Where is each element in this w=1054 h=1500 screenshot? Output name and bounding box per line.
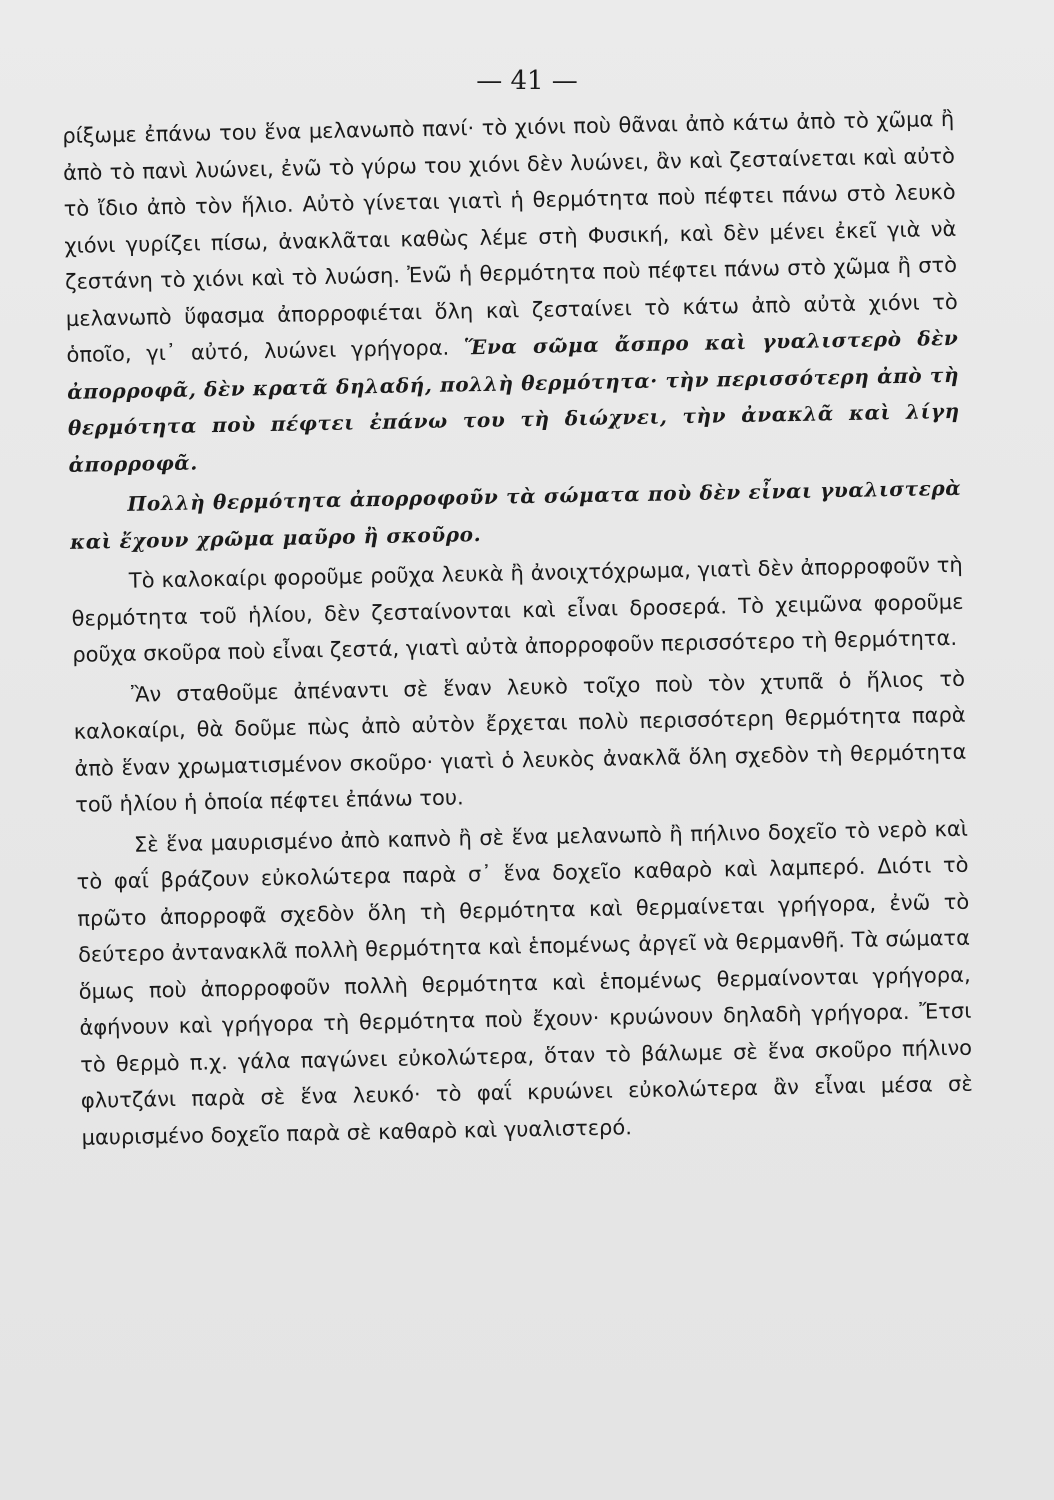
body-text [62,101,974,1156]
paragraph-clothing: Τὸ καλοκαίρι φοροῦμε ροῦχα λευκὰ ἢ ἀνοιχτόχρωμα, γιατὶ δὲν ἀπορροφοῦν τὴ θερμότητα τοῦ ἡλίου, δὲν ζεσταίνονται καὶ εἶναι δροσερά. Τὸ χειμῶνα φοροῦμε ροῦχα σκοῦρα ποὺ εἶναι ζεστά, γιατὶ αὐτὰ ἀπορροφοῦν περισσότερο τὴ θερμότητα. [71,552,964,667]
emphasized-rule-white-bodies: Ἕνα σῶμα ἄσπρο καὶ γυαλιστερὸ δὲν ἀπορροφᾶ, δὲν κρατᾶ δηλαδή, πολλὴ θερμότητα· τὴν περισσότερη ἀπὸ τὴ θερμότητα ποὺ πέφτει ἐπάνω του τὴ διώχνει, τὴν ἀνακλᾶ καὶ λίγη ἀπορροφᾶ. [67,325,961,477]
paragraph-dark-bodies-rule [69,470,962,560]
paragraph-text: ρίξωμε ἐπάνω του ἕνα μελανωπὸ πανί· τὸ χιόνι ποὺ θᾶναι ἀπὸ κάτω ἀπὸ τὸ χῶμα ἢ ἀπὸ τὸ πανὶ λυώνει, ἐνῶ τὸ γύρω του χιόνι δὲν λυώνει, ἂν καὶ ζεσταίνεται καὶ αὐτὸ τὸ ἴδιο ἀπὸ τὸν ἥλιο. Αὐτὸ γίνεται γιατὶ ἡ θερμότητα ποὺ πέφτει πάνω στὸ λευκὸ χιόνι γυρίζει πίσω, ἀνακλᾶται καθὼς λέμε στὴ Φυσική, καὶ δὲν μένει ἐκεῖ γιὰ νὰ ζεστάνη τὸ χιόνι καὶ τὸ λυώση. Ἐνῶ ἡ θερμότητα ποὺ πέφτει πάνω στὸ χῶμα ἢ στὸ μελανωπὸ ὕφασμα ἀπορροφιέται ὅλη καὶ ζεσταίνει τὸ κάτω ἀπὸ αὐτὰ χιόνι τὸ ὁποῖο, γι᾽ αὐτό, λυώνει γρήγορα. [62,106,958,367]
emphasized-rule-dark-bodies: Πολλὴ θερμότητα ἀπορροφοῦν τὰ σώματα ποὺ δὲν εἶναι γυαλιστερὰ καὶ ἔχουν χρῶμα μαῦρο ἢ σκοῦρο. [69,475,962,554]
page-number: — 41 — [476,66,578,96]
paragraph-vessels: Σὲ ἕνα μαυρισμένο ἀπὸ καπνὸ ἢ σὲ ἕνα μελανωπὸ ἢ πήλινο δοχεῖο τὸ νερὸ καὶ τὸ φαΐ βράζουν εὐκολώτερα παρὰ σ᾽ ἕνα δοχεῖο καθαρὸ καὶ λαμπερό. Διότι τὸ πρῶτο ἀπορροφᾶ σχεδὸν ὅλη τὴ θερμότητα καὶ θερμαίνεται γρήγορα, ἐνῶ τὸ δεύτερο ἀντανακλᾶ πολλὴ θερμότητα καὶ ἑπομένως ἀργεῖ νὰ θερμανθῆ. Τὰ σώματα ὅμως ποὺ ἀπορροφοῦν πολλὴ θερμότητα καὶ ἑπομένως θερμαίνονται γρήγορα, ἀφήνουν καὶ γρήγορα τὴ θερμότητα ποὺ ἔχουν· κρυώνουν δηλαδὴ γρήγορα. Ἔτσι τὸ θερμὸ π.χ. γάλα παγώνει εὐκολώτερα, ὅταν τὸ βάλωμε σὲ ἕνα σκοῦρο πήλινο φλυτζάνι παρὰ σὲ ἕνα λευκό· τὸ φαΐ κρυώνει εὐκολώτερα ἂν εἶναι μέσα σὲ μαυρισμένο δοχεῖο παρὰ σὲ καθαρὸ καὶ γυαλιστερό. [76,816,973,1150]
paragraph-snow-absorption [62,101,961,483]
paragraph-white-wall: Ἂν σταθοῦμε ἀπέναντι σὲ ἕναν λευκὸ τοῖχο ποὺ τὸν χτυπᾶ ὁ ἥλιος τὸ καλοκαίρι, θὰ δοῦμε πὼς ἀπὸ αὐτὸν ἔρχεται πολὺ περισσότερη θερμότητα παρὰ ἀπὸ ἕναν χρωματισμένον σκοῦρο· γιατὶ ὁ λευκὸς ἀνακλᾶ ὅλη σχεδὸν τὴ θερμότητα τοῦ ἡλίου ἡ ὁποία πέφτει ἐπάνω του. [73,666,967,817]
